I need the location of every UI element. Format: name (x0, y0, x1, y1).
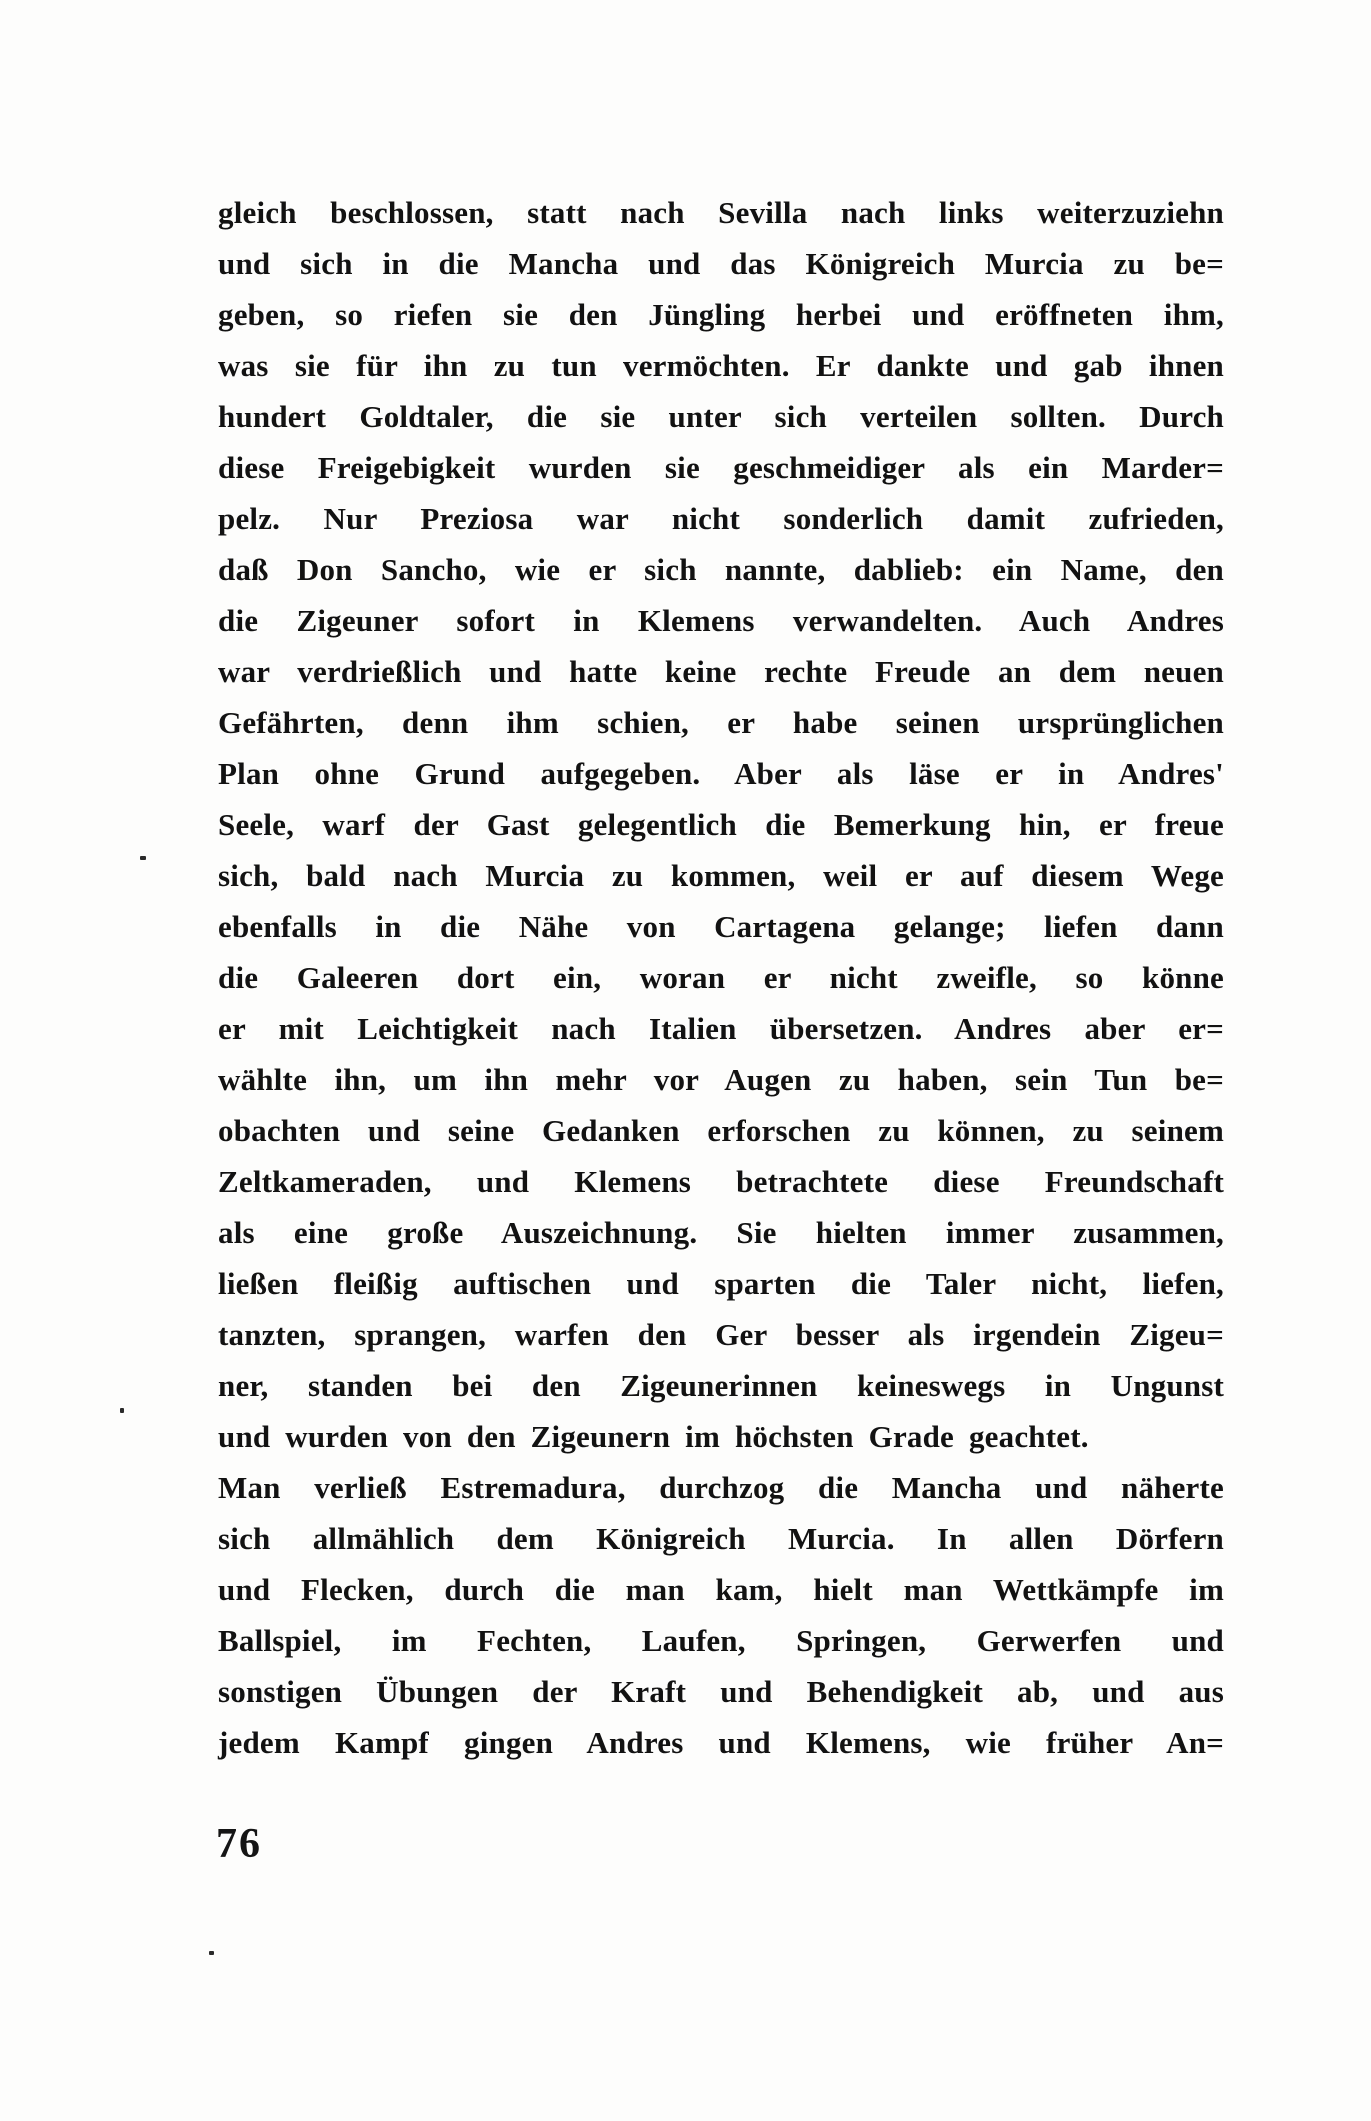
text-line: ließen fleißig auftischen und sparten die Taler nicht, liefen, (218, 1266, 1224, 1301)
text-line: Seele, warf der Gast gelegentlich die Bemerkung hin, er freue (218, 807, 1224, 842)
text-line: er mit Leichtigkeit nach Italien übersetzen. Andres aber er= (218, 1011, 1224, 1046)
text-line: Gefährten, denn ihm schien, er habe seinen ursprünglichen (218, 705, 1224, 740)
text-line: diese Freigebigkeit wurden sie geschmeidiger als ein Marder= (218, 450, 1224, 485)
text-line: jedem Kampf gingen Andres und Klemens, wie früher An= (218, 1725, 1224, 1760)
text-line: hundert Goldtaler, die sie unter sich verteilen sollten. Durch (218, 399, 1224, 434)
text-line: tanzten, sprangen, warfen den Ger besser als irgendein Zigeu= (218, 1317, 1224, 1352)
text-line: Ballspiel, im Fechten, Laufen, Springen, Gerwerfen und (218, 1623, 1224, 1658)
text-line: sonstigen Übungen der Kraft und Behendigkeit ab, und aus (218, 1674, 1224, 1709)
text-line: pelz. Nur Preziosa war nicht sonderlich damit zufrieden, (218, 501, 1224, 536)
text-line: und wurden von den Zigeunern im höchsten Grade geachtet. (218, 1419, 1089, 1454)
text-line: ner, standen bei den Zigeunerinnen keineswegs in Ungunst (218, 1368, 1224, 1403)
text-line: geben, so riefen sie den Jüngling herbei und eröffneten ihm, (218, 297, 1224, 332)
text-line: Zeltkameraden, und Klemens betrachtete diese Freundschaft (218, 1164, 1224, 1199)
text-line: war verdrießlich und hatte keine rechte Freude an dem neuen (218, 654, 1224, 689)
text-line: was sie für ihn zu tun vermöchten. Er dankte und gab ihnen (218, 348, 1224, 383)
body-text (218, 187, 1224, 1768)
text-line: sich allmählich dem Königreich Murcia. In allen Dörfern (218, 1521, 1224, 1556)
text-line: sich, bald nach Murcia zu kommen, weil er auf diesem Wege (218, 858, 1224, 893)
text-line: als eine große Auszeichnung. Sie hielten immer zusammen, (218, 1215, 1224, 1250)
text-line: die Galeeren dort ein, woran er nicht zweifle, so könne (218, 960, 1224, 995)
text-line: obachten und seine Gedanken erforschen zu können, zu seinem (218, 1113, 1224, 1148)
text-line: Plan ohne Grund aufgegeben. Aber als läse er in Andres' (218, 756, 1224, 791)
text-line: Man verließ Estremadura, durchzog die Mancha und näherte (218, 1470, 1224, 1505)
text-line: wählte ihn, um ihn mehr vor Augen zu haben, sein Tun be= (218, 1062, 1224, 1097)
text-line: ebenfalls in die Nähe von Cartagena gelange; liefen dann (218, 909, 1224, 944)
text-line: und Flecken, durch die man kam, hielt man Wettkämpfe im (218, 1572, 1224, 1607)
text-line: und sich in die Mancha und das Königreich Murcia zu be= (218, 246, 1224, 281)
ink-speck (209, 1951, 214, 1955)
page-number: 76 (216, 1821, 262, 1867)
text-line: die Zigeuner sofort in Klemens verwandelten. Auch Andres (218, 603, 1224, 638)
ink-speck (120, 1408, 124, 1413)
text-line: daß Don Sancho, wie er sich nannte, dablieb: ein Name, den (218, 552, 1224, 587)
text-line: gleich beschlossen, statt nach Sevilla nach links weiterzuziehn (218, 195, 1224, 230)
ink-speck (140, 856, 146, 860)
